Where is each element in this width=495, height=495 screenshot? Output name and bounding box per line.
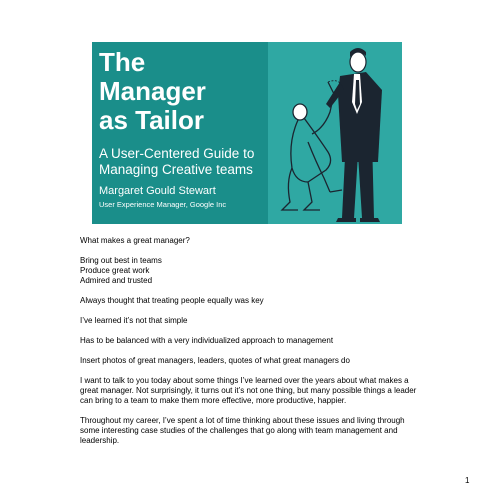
notes-paragraph: I want to talk to you today about some things I’ve learned over the years about what makes a great manager. Not surprisingly, it turns out it’s not one thing, but many possible things a leader can bring to a team to make them more effective, more productive, happier. (80, 376, 417, 405)
notes-list-item: Bring out best in teams (80, 256, 162, 265)
notes-paragraph: I’ve learned it’s not that simple (80, 316, 188, 325)
title-slide (92, 42, 402, 224)
subtitle-line-2: Managing Creative teams (99, 162, 253, 177)
notes-question: What makes a great manager? (80, 236, 190, 245)
notes-paragraph: Throughout my career, I’ve spent a lot of time thinking about these issues and living through some interesting case studies of the challenges that go along with team management and leadership. (80, 416, 405, 445)
notes-paragraph: Insert photos of great managers, leaders, quotes of what great managers do (80, 356, 350, 365)
title-line-3: as Tailor (99, 105, 205, 135)
slide-title (99, 48, 269, 135)
tailor-illustration (268, 42, 402, 224)
notes-paragraph: Always thought that treating people equally was key (80, 296, 264, 305)
slide-role: User Experience Manager, Google Inc (99, 200, 227, 209)
slide-subtitle (99, 146, 279, 178)
title-line-1: The (99, 47, 146, 77)
slide-author: Margaret Gould Stewart (99, 185, 216, 197)
notes-list-item: Produce great work (80, 266, 150, 275)
subtitle-line-1: A User-Centered Guide to (99, 146, 255, 161)
page-number: 1 (465, 476, 470, 485)
tailor-illustration-svg (268, 42, 402, 224)
notes-list-item: Admired and trusted (80, 276, 153, 285)
speaker-notes (80, 236, 420, 456)
title-line-2: Manager (99, 76, 206, 106)
notes-paragraph: Has to be balanced with a very individualized approach to management (80, 336, 334, 345)
